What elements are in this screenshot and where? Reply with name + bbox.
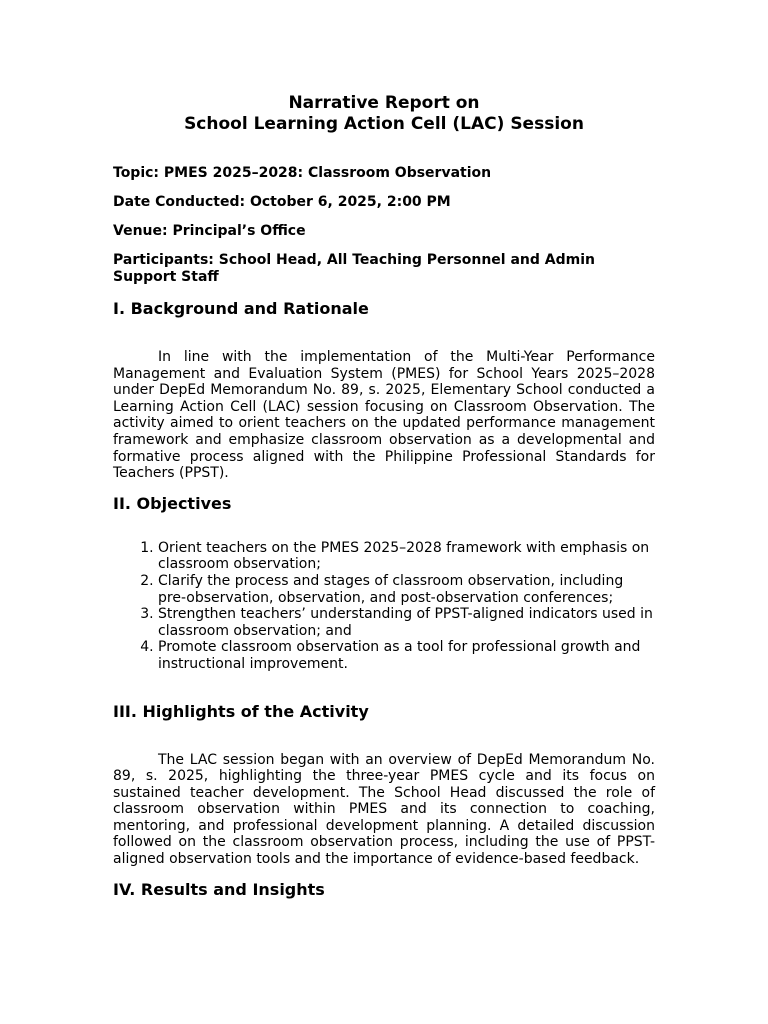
date-line: Date Conducted: October 6, 2025, 2:00 PM xyxy=(113,194,451,210)
objectives-heading: II. Objectives xyxy=(113,493,232,513)
document-page xyxy=(113,93,655,900)
background-heading: I. Background and Rationale xyxy=(113,299,369,318)
venue-line: Venue: Principal’s Office xyxy=(113,223,306,239)
document-title xyxy=(113,93,655,135)
objective-item-3: 3. Strengthen teachers’ understanding of PPST-aligned indicators used in classroom observation; and xyxy=(158,606,655,639)
background-body: In line with the implementation of the Multi-Year Performance Management and Evaluation System (PMES) for School Years 2025–2028 under DepEd Memorandum No. 89, s. 2025, Elementary School conducted a Learning Action Cell (LAC) session focusing on Classroom Observation. The activity aimed to orient teachers on the updated performance management framework and emphasize classroom observation as a developmental and formative process aligned with the Philippine Professional Standards for Teachers (PPST). xyxy=(113,349,655,482)
objective-item-2: 2. Clarify the process and stages of classroom observation, including pre-observation, observation, and post-observation conferences; xyxy=(158,573,655,606)
objectives-list xyxy=(113,540,655,673)
objective-item-4: 4. Promote classroom observation as a tool for professional growth and instructional improvement. xyxy=(158,639,655,672)
title-line-2: School Learning Action Cell (LAC) Session xyxy=(184,114,584,134)
participants-line: Participants: School Head, All Teaching Personnel and Admin Support Staff xyxy=(113,252,595,285)
objective-item-1: 1. Orient teachers on the PMES 2025–2028 framework with emphasis on classroom observation; xyxy=(158,540,655,573)
results-heading: IV. Results and Insights xyxy=(113,879,325,899)
topic-line: Topic: PMES 2025–2028: Classroom Observation xyxy=(113,165,492,181)
highlights-heading: III. Highlights of the Activity xyxy=(113,701,369,721)
title-line-1: Narrative Report on xyxy=(288,93,480,113)
highlights-body: The LAC session began with an overview of DepEd Memorandum No. 89, s. 2025, highlighting the three-year PMES cycle and its focus on sustained teacher development. The School Head discussed the role of classroom observation within PMES and its connection to coaching, mentoring, and professional development planning. A detailed discussion followed on the classroom observation process, including the use of PPST-aligned observation tools and the importance of evidence-based feedback. xyxy=(113,751,655,868)
